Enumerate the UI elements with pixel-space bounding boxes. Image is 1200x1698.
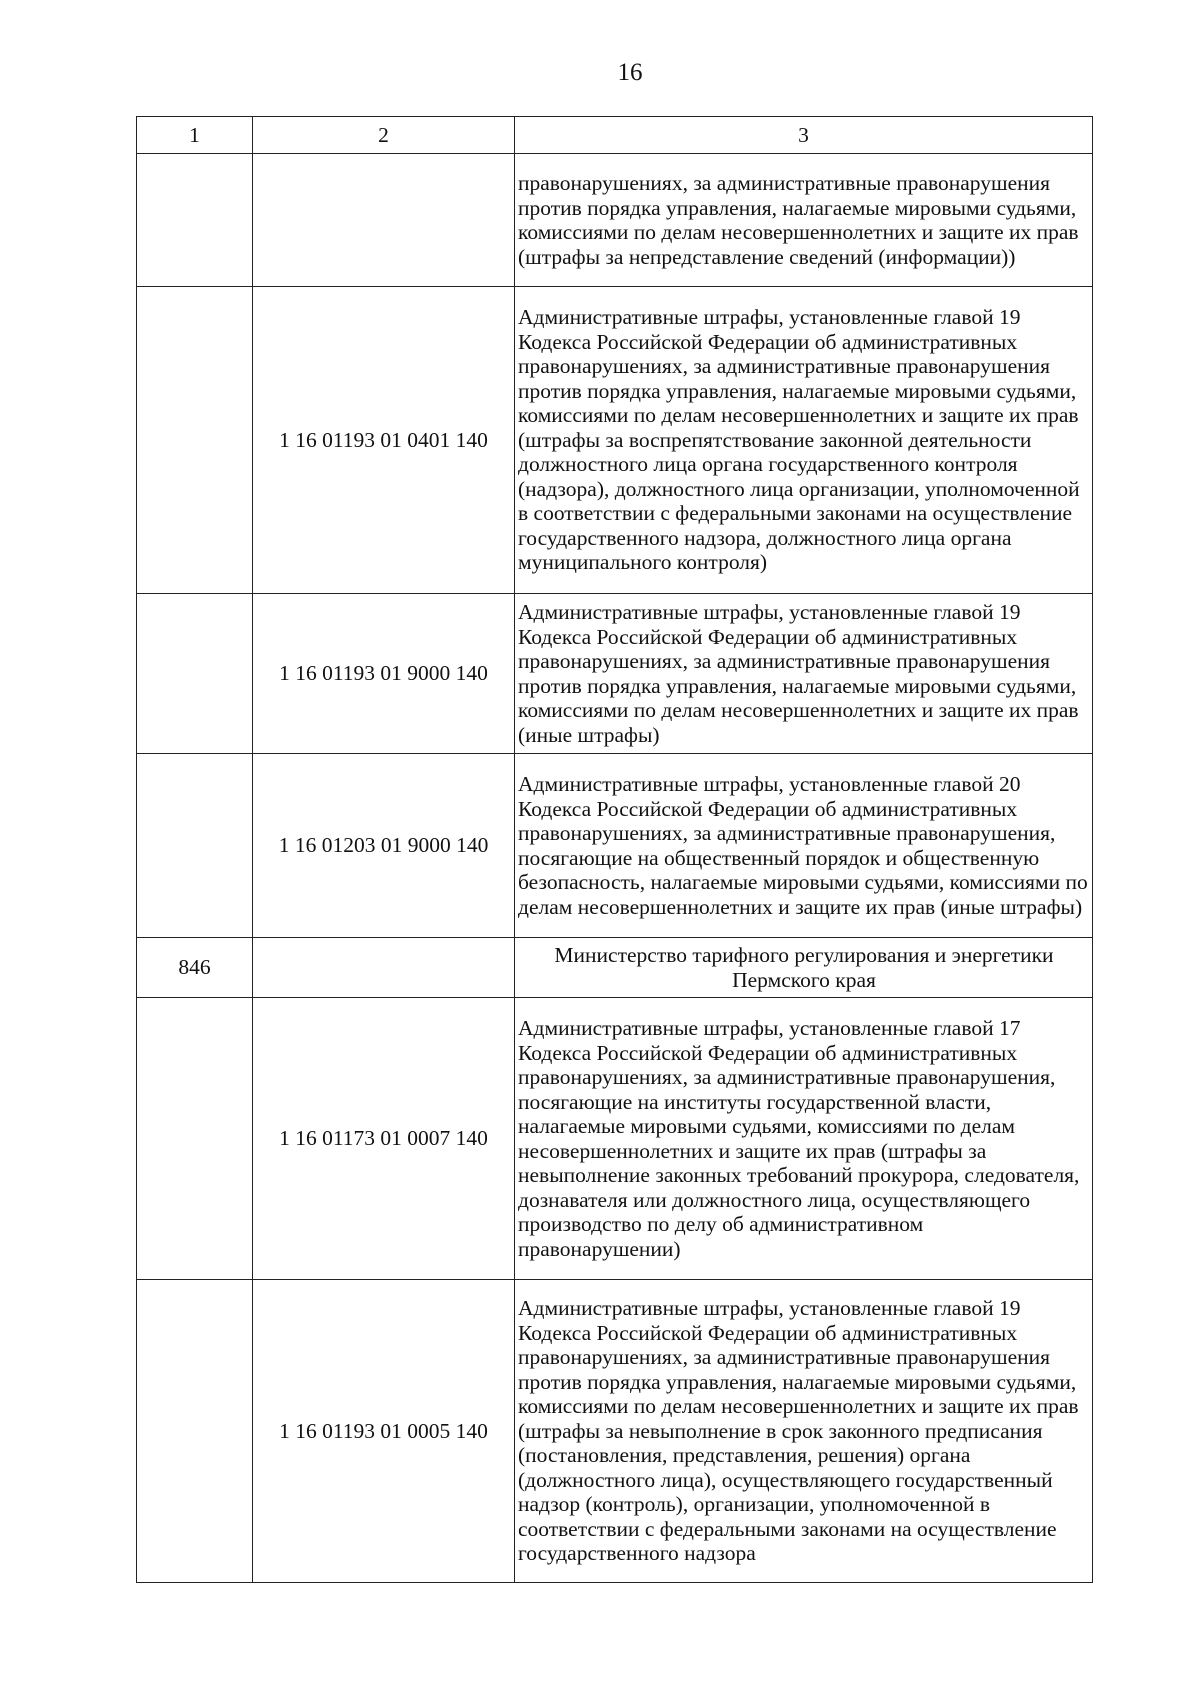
admin-code-cell <box>137 1280 253 1583</box>
admin-code-cell <box>137 287 253 594</box>
kbk-code-cell: 1 16 01173 01 0007 140 <box>253 998 515 1280</box>
page-number: 16 <box>617 59 643 86</box>
description-cell: Административные штрафы, установленные главой 20 Кодекса Российской Федерации об административных правонарушениях, за административные правонарушения, посягающие на общественный порядок и общественную безопасность, налагаемые мировыми судьями, комиссиями по делам несовершеннолетних и защите их прав (иные штрафы) <box>515 754 1093 938</box>
classification-table <box>136 116 1093 1583</box>
admin-code-cell <box>137 594 253 754</box>
admin-code-cell: 846 <box>137 938 253 998</box>
table-header-row <box>137 117 1093 154</box>
table-row <box>137 754 1093 938</box>
admin-code-cell <box>137 754 253 938</box>
table-row <box>137 998 1093 1280</box>
table-row <box>137 594 1093 754</box>
description-cell: Административные штрафы, установленные главой 19 Кодекса Российской Федерации об административных правонарушениях, за административные правонарушения против порядка управления, налагаемые мировыми судьями, комиссиями по делам несовершеннолетних и защите их прав (штрафы за невыполнение в срок законного предписания (постановления, представления, решения) органа (должностного лица), осуществляющего государственный надзор (контроль), организации, уполномоченной в соответствии с федеральными законами на осуществление государственного надзора <box>515 1280 1093 1583</box>
table-row <box>137 938 1093 998</box>
header-col-2: 2 <box>253 117 515 154</box>
kbk-code-cell <box>253 938 515 998</box>
table-row <box>137 154 1093 287</box>
table-row <box>137 287 1093 594</box>
admin-code-cell <box>137 998 253 1280</box>
kbk-code-cell: 1 16 01193 01 9000 140 <box>253 594 515 754</box>
kbk-code-cell: 1 16 01193 01 0401 140 <box>253 287 515 594</box>
header-col-3: 3 <box>515 117 1093 154</box>
ministry-name-cell: Министерство тарифного регулирования и энергетики Пермского края <box>515 938 1093 998</box>
table-row <box>137 1280 1093 1583</box>
description-cell: правонарушениях, за административные правонарушения против порядка управления, налагаемые мировыми судьями, комиссиями по делам несовершеннолетних и защите их прав (штрафы за непредставление сведений (информации)) <box>515 154 1093 287</box>
admin-code-cell <box>137 154 253 287</box>
description-cell: Административные штрафы, установленные главой 19 Кодекса Российской Федерации об административных правонарушениях, за административные правонарушения против порядка управления, налагаемые мировыми судьями, комиссиями по делам несовершеннолетних и защите их прав (иные штрафы) <box>515 594 1093 754</box>
kbk-code-cell <box>253 154 515 287</box>
description-cell: Административные штрафы, установленные главой 17 Кодекса Российской Федерации об административных правонарушениях, за административные правонарушения, посягающие на институты государственной власти, налагаемые мировыми судьями, комиссиями по делам несовершеннолетних и защите их прав (штрафы за невыполнение законных требований прокурора, следователя, дознавателя или должностного лица, осуществляющего производство по делу об административном правонарушении) <box>515 998 1093 1280</box>
header-col-1: 1 <box>137 117 253 154</box>
description-cell: Административные штрафы, установленные главой 19 Кодекса Российской Федерации об административных правонарушениях, за административные правонарушения против порядка управления, налагаемые мировыми судьями, комиссиями по делам несовершеннолетних и защите их прав (штрафы за воспрепятствование законной деятельности должностного лица органа государственного контроля (надзора), должностного лица организации, уполномоченной в соответствии с федеральными законами на осуществление государственного надзора, должностного лица органа муниципального контроля) <box>515 287 1093 594</box>
kbk-code-cell: 1 16 01193 01 0005 140 <box>253 1280 515 1583</box>
kbk-code-cell: 1 16 01203 01 9000 140 <box>253 754 515 938</box>
